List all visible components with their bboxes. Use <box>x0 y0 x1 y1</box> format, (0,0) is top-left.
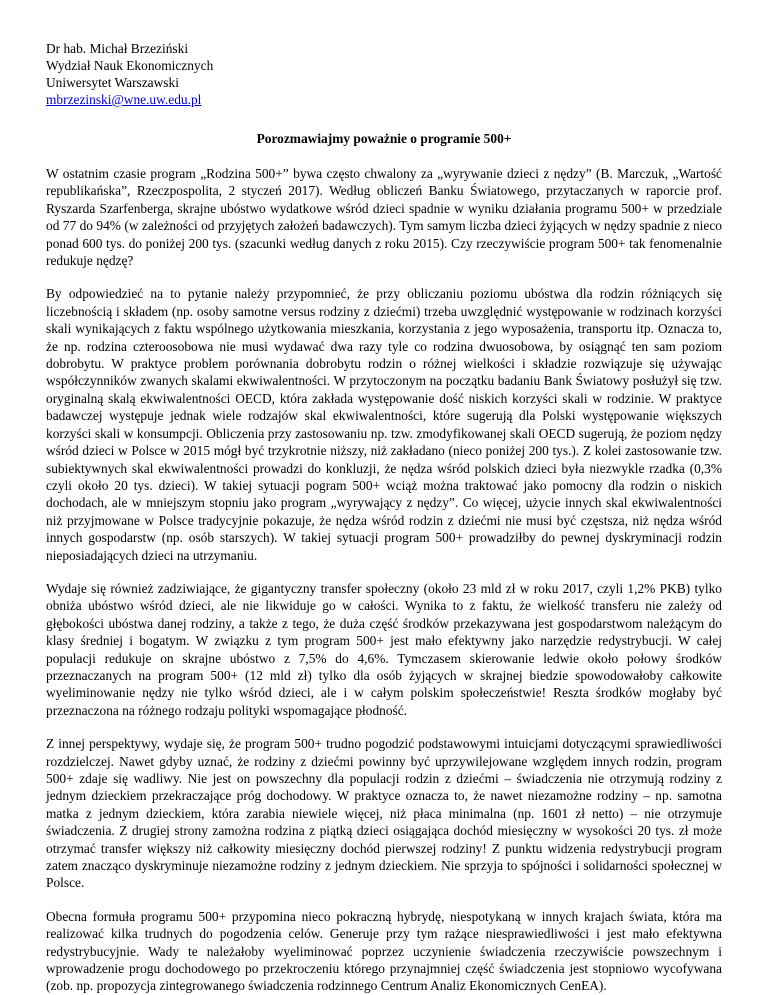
paragraph-2: By odpowiedzieć na to pytanie należy przypomnieć, że przy obliczaniu poziomu ubóstwa dla rodzin różniących się liczebnością i składem (np. osoby samotne versus rodziny z dziećmi) trzeba uwzględnić występowanie w rodzinach korzyści skali wynikających z faktu wspólnego użytkowania mieszkania, korzystania z jego wyposażenia, transportu itp. Oznacza to, że np. rodzina czteroosobowa nie musi wydawać dwa razy tyle co rodzina dwuosobowa, by osiągnąć ten sam poziom dobrobytu. W praktyce problem porównania dobrobytu rodzin o różnej wielkości i składzie rozwiązuje się używając współczynników zwanych skalami ekwiwalentności. W przytoczonym na początku badaniu Bank Światowy posłużył się tzw. oryginalną skalą ekwiwalentności OECD, która zakłada występowanie dość niskich korzyści skali w rodzinie. W praktyce badawczej występuje jednak wiele rodzajów skal ekwiwalentności, które sugerują dla Polski występowanie większych korzyści skali w konsumpcji. Obliczenia przy zastosowaniu np. tzw. zmodyfikowanej skali OECD sugerują, że poziom nędzy wśród dzieci w Polsce w 2015 mógł być trzykrotnie niższy, niż zakładano (nieco poniżej 200 tys.). Z kolei zastosowanie tzw. subiektywnych skal ekwiwalentności prowadzi do konkluzji, że nędza wśród polskich dzieci była niezwykle rzadka (0,3% czyli około 20 tys. dzieci). W takiej sytuacji pogram 500+ wciąż można traktować jako pomocny dla rodzin o niskich dochodach, ale w mniejszym stopniu jako program „wyrywający z nędzy”. Co więcej, użycie innych skal ekwiwalentności niż przyjmowane w Polsce tradycyjnie pokazuje, że nędza wśród rodzin z dziećmi nie musi być częstsza, niż nędza wśród innych gospodarstw (np. osób starszych). W takiej sytuacji program 500+ prowadziłby do pewnej dyskryminacji rodzin nieposiadających dzieci na utrzymaniu. <box>46 286 722 563</box>
paragraph-4: Z innej perspektywy, wydaje się, że program 500+ trudno pogodzić podstawowymi intuicjami dotyczącymi sprawiedliwości rozdzielczej. Nawet gdyby uznać, że rodziny z dziećmi powinny być uprzywilejowane względem innych rodzin, program 500+ zdaje się wadliwy. Nie jest on powszechny dla populacji rodzin z dziećmi – świadczenia nie otrzymują rodziny z jednym dzieckiem przekraczające próg dochodowy. W praktyce oznacza to, że nawet niezamożne rodziny – np. samotna matka z jednym dzieckiem, która zarabia niewiele więcej, niż płaca minimalna (np. 1601 zł netto) – nie otrzymuje świadczenia. Z drugiej strony zamożna rodzina z piątką dzieci osiągająca dochód miesięczny w wysokości 20 tys. zł może otrzymać transfer większy niż całkowity miesięczny dochód pierwszej rodziny! Z punktu widzenia redystrybucji program zatem znacząco dyskryminuje niezamożne rodziny z jednym dzieckiem. Nie sprzyja to spójności i solidarności społecznej w Polsce. <box>46 736 722 891</box>
author-block <box>46 40 722 108</box>
author-name: Dr hab. Michał Brzeziński <box>46 41 189 56</box>
author-university: Uniwersytet Warszawski <box>46 75 179 90</box>
paragraph-1: W ostatnim czasie program „Rodzina 500+” bywa często chwalony za „wyrywanie dzieci z nędzy” (B. Marczuk, „Wartość republikańska”, Rzeczpospolita, 2 styczeń 2017). Według obliczeń Banku Światowego, przytaczanych w raporcie prof. Ryszarda Szarfenberga, skrajne ubóstwo wydatkowe wśród dzieci spadnie w wyniku działania programu 500+ w przedziale od 77 do 94% (w zależności od przyjętych założeń badawczych). Tym samym liczba dzieci żyjących w nędzy spadnie z nieco ponad 600 tys. do poniżej 200 tys. (szacunki według danych z roku 2015). Czy rzeczywiście program 500+ tak fenomenalnie redukuje nędzę? <box>46 166 722 269</box>
document-title: Porozmawiajmy poważnie o programie 500+ <box>256 131 512 146</box>
author-email-link[interactable]: mbrzezinski@wne.uw.edu.pl <box>46 92 202 107</box>
author-faculty: Wydział Nauk Ekonomicznych <box>46 58 214 73</box>
paragraph-5: Obecna formuła programu 500+ przypomina nieco pokraczną hybrydę, niespotykaną w innych krajach świata, która ma realizować kilka trudnych do pogodzenia celów. Generuje przy tym rażące niesprawiedliwości i jest mało efektywna redystrybucyjnie. Wady te należałoby wyeliminować poprzez uczynienie świadczenia rzeczywiście powszechnym i wprowadzenie progu dochodowego po przekroczeniu którego przynajmniej część świadczenia jest stopniowo wycofywana (zob. np. propozycja zintegrowanego świadczenia rodzinnego Centrum Analiz Ekonomicznych CenEA). <box>46 908 722 994</box>
paragraph-3: Wydaje się również zadziwiające, że gigantyczny transfer społeczny (około 23 mld zł w roku 2017, czyli 1,2% PKB) tylko obniża ubóstwo wśród dzieci, ale nie likwiduje go w całości. Wynika to z faktu, że wielkość transferu nie zależy od głębokości ubóstwa danej rodziny, a także z tego, że duża część środków przekazywana jest gospodarstwom należącym do klasy średniej i bogatym. W związku z tym program 500+ jest mało efektywny jako narzędzie redystrybucji. W całej populacji redukuje on skrajne ubóstwo z 7,5% do 4,6%. Tymczasem skierowanie ledwie około połowy środków przeznaczanych na program 500+ (12 mld zł) tylko dla osób żyjących w skrajnej biedzie spowodowałoby całkowite wyeliminowanie nędzy nie tylko wśród dzieci, ale i w całym polskim społeczeństwie! Reszta środków mogłaby być przeznaczona na różnego rodzaju polityki wspomagające płodność. <box>46 580 722 718</box>
